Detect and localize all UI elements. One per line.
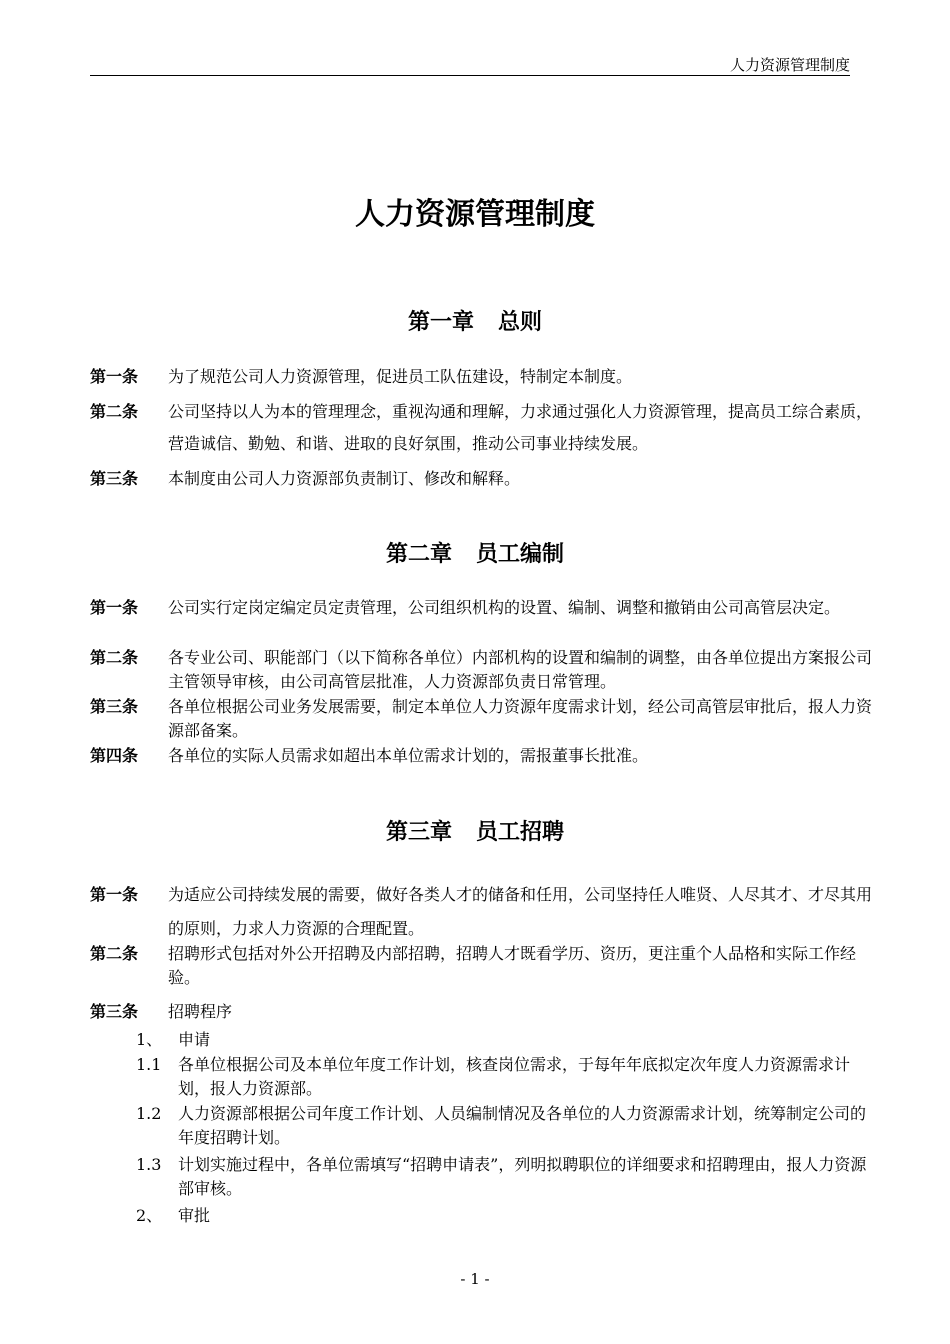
procedure-step xyxy=(136,1028,876,1052)
article-text: 为了规范公司人力资源管理，促进员工队伍建设，特制定本制度。 xyxy=(168,367,633,386)
article-text: 各专业公司、职能部门（以下简称各单位）内部机构的设置和编制的调整，由各单位提出方案报公司主管领导审核，由公司高管层批准，人力资源部负责日常管理。 xyxy=(168,648,873,691)
procedure-step xyxy=(136,1153,876,1201)
step-text: 审批 xyxy=(178,1206,211,1225)
article-text: 本制度由公司人力资源部负责制订、修改和解释。 xyxy=(168,469,521,488)
article-number: 第一条 xyxy=(90,885,139,904)
chapter-number: 第一章 xyxy=(407,310,474,335)
article xyxy=(90,466,880,492)
article-number: 第三条 xyxy=(90,697,139,716)
step-number: 1.2 xyxy=(136,1104,162,1123)
article xyxy=(90,695,880,743)
article-text: 招聘程序 xyxy=(168,1002,233,1021)
article xyxy=(90,596,880,620)
chapter-number: 第三章 xyxy=(385,820,452,845)
article xyxy=(90,646,880,694)
article-number: 第二条 xyxy=(90,402,139,421)
step-number: 1、 xyxy=(136,1030,163,1049)
step-text: 人力资源部根据公司年度工作计划、人员编制情况及各单位的人力资源需求计划，统筹制定公司的年度招聘计划。 xyxy=(178,1104,867,1147)
step-number: 1.1 xyxy=(136,1055,162,1074)
article-number: 第一条 xyxy=(90,598,139,617)
article-text: 为适应公司持续发展的需要，做好各类人才的储备和任用，公司坚持任人唯贤、人尽其才、才尽其用的原则，力求人力资源的合理配置。 xyxy=(168,885,873,938)
document-title: 人力资源管理制度 xyxy=(355,197,595,232)
chapter-2-heading xyxy=(0,540,950,570)
article xyxy=(90,396,880,460)
header-divider xyxy=(90,75,850,76)
chapter-number: 第二章 xyxy=(385,542,452,567)
article-text: 各单位的实际人员需求如超出本单位需求计划的，需报董事长批准。 xyxy=(168,746,649,765)
article xyxy=(90,744,880,768)
article-text: 公司实行定岗定编定员定责管理，公司组织机构的设置、编制、调整和撤销由公司高管层决定。 xyxy=(168,598,841,617)
step-text: 计划实施过程中，各单位需填写“招聘申请表”，列明拟聘职位的详细要求和招聘理由，报人力资源部审核。 xyxy=(178,1155,867,1198)
article xyxy=(90,942,880,990)
chapter-3-heading xyxy=(0,818,950,848)
chapter-name: 总则 xyxy=(498,310,543,335)
article xyxy=(90,364,880,390)
article-number: 第三条 xyxy=(90,1002,139,1021)
step-text: 各单位根据公司及本单位年度工作计划，核查岗位需求，于每年年底拟定次年度人力资源需求计划，报人力资源部。 xyxy=(178,1055,851,1098)
step-number: 2、 xyxy=(136,1206,163,1225)
article xyxy=(90,1000,880,1024)
article-number: 第三条 xyxy=(90,469,139,488)
chapter-name: 员工编制 xyxy=(476,542,565,567)
procedure-step xyxy=(136,1102,876,1150)
article-text: 公司坚持以人为本的管理理念，重视沟通和理解，力求通过强化人力资源管理，提高员工综合素质，营造诚信、勤勉、和谐、进取的良好氛围，推动公司事业持续发展。 xyxy=(168,402,873,453)
article-text: 各单位根据公司业务发展需要，制定本单位人力资源年度需求计划，经公司高管层审批后，报人力资源部备案。 xyxy=(168,697,873,740)
step-text: 申请 xyxy=(178,1030,211,1049)
header-title: 人力资源管理制度 xyxy=(729,56,850,74)
procedure-step xyxy=(136,1053,876,1101)
chapter-name: 员工招聘 xyxy=(476,820,565,845)
article-number: 第一条 xyxy=(90,367,139,386)
article xyxy=(90,878,880,946)
page-number: - 1 - xyxy=(460,1270,490,1288)
article-text: 招聘形式包括对外公开招聘及内部招聘，招聘人才既看学历、资历，更注重个人品格和实际工作经验。 xyxy=(168,944,857,987)
article-number: 第四条 xyxy=(90,746,139,765)
procedure-step xyxy=(136,1204,876,1228)
step-number: 1.3 xyxy=(136,1155,162,1174)
article-number: 第二条 xyxy=(90,944,139,963)
chapter-1-heading xyxy=(0,308,950,338)
article-number: 第二条 xyxy=(90,648,139,667)
